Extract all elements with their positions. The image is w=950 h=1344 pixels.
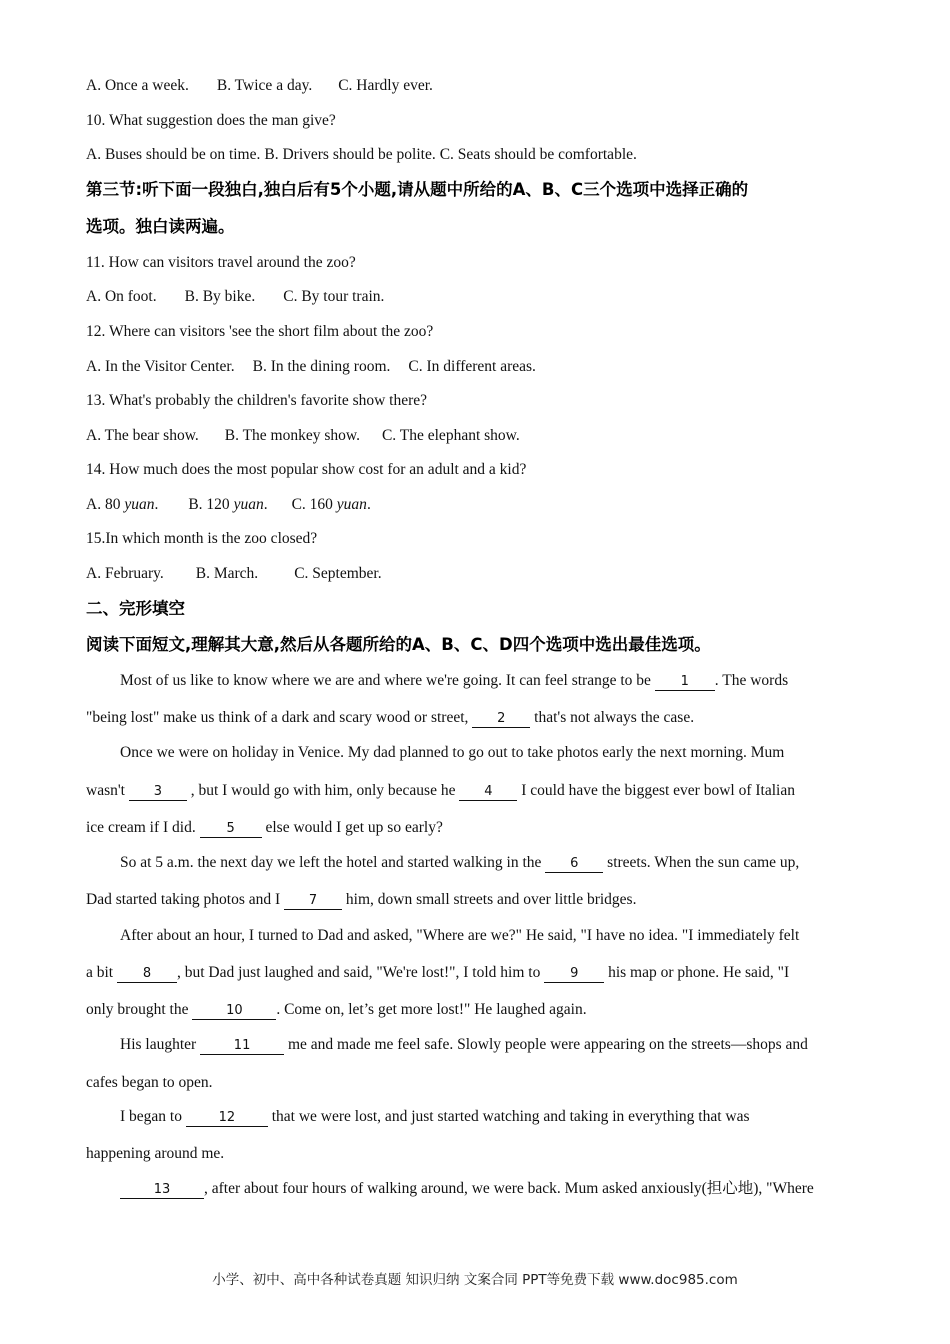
cloze-p1-line1: Most of us like to know where we are and where we're going. It can feel strange to be 1 . The words (120, 672, 789, 689)
cloze-p1-line2: "being lost" make us think of a dark and scary wood or street, 2 that's not always the case. (86, 709, 695, 726)
q13-option-c: C. The elephant show. (381, 427, 520, 444)
question-13: 13. What's probably the children's favorite show there? (86, 392, 428, 409)
blank-6: 6 (545, 856, 603, 873)
question-14: 14. How much does the most popular show cost for an adult and a kid? (86, 461, 527, 478)
cloze-instructions: 阅读下面短文,理解其大意,然后从各题所给的A、B、C、D四个选项中选出最佳选项。 (86, 635, 711, 654)
cloze-p2-line1: Once we were on holiday in Venice. My dad planned to go out to take photos early the next morning. Mum (120, 744, 785, 761)
q14-option-a: A. 80 yuan. (86, 496, 159, 513)
q15-option-c: C. September. (294, 565, 382, 582)
blank-2: 2 (472, 711, 530, 728)
cloze-p6-line1: I began to 12 that we were lost, and just started watching and taking in everything that was (120, 1108, 750, 1125)
q14-option-b: B. 120 yuan. (188, 496, 268, 513)
q15-option-a: A. February. (86, 565, 164, 582)
blank-5: 5 (200, 821, 262, 838)
q10-options (86, 145, 637, 165)
page-footer: 小学、初中、高中各种试卷真题 知识归纳 文案合同 PPT等免费下载 www.doc985.com (212, 1272, 738, 1288)
blank-8: 8 (117, 966, 177, 983)
blank-3: 3 (129, 784, 187, 801)
blank-7: 7 (284, 893, 342, 910)
q15-options (86, 564, 382, 584)
q10-option-c: C. Seats should be comfortable. (439, 146, 637, 163)
question-12: 12. Where can visitors 'see the short film about the zoo? (86, 323, 434, 340)
q10-option-b: B. Drivers should be polite. (264, 146, 436, 163)
cloze-p4-line2: a bit 8 , but Dad just laughed and said, "We're lost!", I told him to 9 his map or phone. He said, "I (86, 964, 790, 981)
blank-1: 1 (655, 674, 715, 691)
cloze-p6-line2: happening around me. (86, 1145, 225, 1162)
blank-10: 10 (192, 1003, 276, 1020)
cloze-p5-line1: His laughter 11 me and made me feel safe. Slowly people were appearing on the streets—shops and (120, 1036, 808, 1053)
q9-option-c: C. Hardly ever. (338, 77, 433, 94)
q11-option-b: B. By bike. (184, 288, 256, 305)
blank-4: 4 (459, 784, 517, 801)
q9-option-a: A. Once a week. (86, 77, 189, 94)
question-15: 15.In which month is the zoo closed? (86, 530, 318, 547)
cloze-p3-line2: Dad started taking photos and I 7 him, down small streets and over little bridges. (86, 891, 637, 908)
q9-option-b: B. Twice a day. (216, 77, 313, 94)
q13-option-a: A. The bear show. (86, 427, 199, 444)
cloze-p2-line2: wasn't 3 , but I would go with him, only because he 4 I could have the biggest ever bowl of Italian (86, 782, 795, 799)
question-10: 10. What suggestion does the man give? (86, 112, 336, 129)
q11-options (86, 287, 384, 307)
cloze-p3-line1: So at 5 a.m. the next day we left the hotel and started walking in the 6 streets. When the sun came up, (120, 854, 800, 871)
blank-13: 13 (120, 1182, 204, 1199)
blank-11: 11 (200, 1038, 284, 1055)
q10-option-a: A. Buses should be on time. (86, 146, 261, 163)
cloze-p4-line3: only brought the 10 . Come on, let’s get more lost!" He laughed again. (86, 1001, 587, 1018)
cloze-p4-line1: After about an hour, I turned to Dad and asked, "Where are we?" He said, "I have no idea. "I immediately felt (120, 927, 800, 944)
q14-options (86, 495, 371, 515)
q11-option-c: C. By tour train. (283, 288, 385, 305)
section3-heading: 第三节:听下面一段独白,独白后有5个小题,请从题中所给的A、B、C三个选项中选择正确的 (86, 180, 749, 199)
q15-option-b: B. March. (195, 565, 259, 582)
cloze-p2-line3: ice cream if I did. 5 else would I get up so early? (86, 819, 443, 836)
question-11: 11. How can visitors travel around the zoo? (86, 254, 356, 271)
section3-heading-cont: 选项。独白读两遍。 (86, 217, 235, 236)
q13-option-b: B. The monkey show. (224, 427, 360, 444)
blank-12: 12 (186, 1110, 268, 1127)
q12-option-b: B. In the dining room. (252, 358, 391, 375)
q14-option-c: C. 160 yuan. (291, 496, 371, 513)
cloze-section-title: 二、完形填空 (86, 599, 185, 618)
cloze-p5-line2: cafes began to open. (86, 1074, 213, 1091)
q11-option-a: A. On foot. (86, 288, 157, 305)
q12-option-c: C. In different areas. (408, 358, 536, 375)
q13-options (86, 426, 520, 446)
blank-9: 9 (544, 966, 604, 983)
q9-options (86, 76, 433, 96)
cloze-p7-line1: 13 , after about four hours of walking around, we were back. Mum asked anxiously(担心地), "Where (120, 1179, 814, 1199)
q12-option-a: A. In the Visitor Center. (86, 358, 235, 375)
q12-options (86, 357, 536, 377)
